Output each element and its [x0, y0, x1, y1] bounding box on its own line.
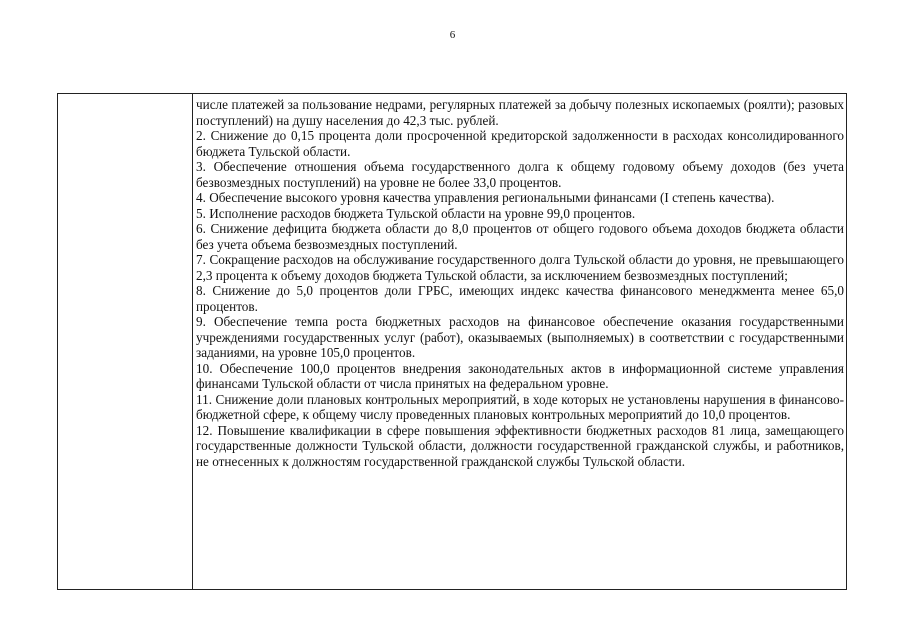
- indicator-item-7: 7. Сокращение расходов на обслуживание государственного долга Тульской области до уровня, не превышающего 2,3 процента к объему доходов бюджета Тульской области, за исключением безвозмездных поступлений;: [196, 252, 844, 283]
- indicator-item-3: 3. Обеспечение отношения объема государственного долга к общему годовому объему доходов (без учета безвозмездных поступлений) на уровне не более 33,0 процентов.: [196, 159, 844, 190]
- indicator-item-10: 10. Обеспечение 100,0 процентов внедрения законодательных актов в информационной системе управления финансами Тульской области от числа принятых на федеральном уровне.: [196, 360, 844, 391]
- indicator-item-11: 11. Снижение доли плановых контрольных мероприятий, в ходе которых не установлены нарушения в финансово-бюджетной сфере, к общему числу проведенных плановых контрольных мероприятий до 10,0 процентов.: [196, 391, 844, 422]
- indicator-item-5: 5. Исполнение расходов бюджета Тульской области на уровне 99,0 процентов.: [196, 205, 636, 221]
- indicator-item-8: 8. Снижение до 5,0 процентов доли ГРБС, имеющих индекс качества финансового менеджмента менее 65,0 процентов.: [196, 283, 844, 314]
- table-label-cell: [58, 94, 193, 589]
- indicator-item-12: 12. Повышение квалификации в сфере повышения эффективности бюджетных расходов 81 лица, замещающего государственные должности Тульской области, должности государственной гражданской службы, и работников, не отнесенных к должностям государственной гражданской службы Тульской области.: [196, 422, 844, 469]
- indicators-table: [57, 93, 847, 590]
- indicator-item-1-continued: числе платежей за пользование недрами, регулярных платежей за добычу полезных ископаемых (роялти); разовых поступлений) на душу населения до 42,3 тыс. рублей.: [196, 97, 844, 128]
- indicator-item-2: 2. Снижение до 0,15 процента доли просроченной кредиторской задолженности в расходах консолидированного бюджета Тульской области.: [196, 128, 844, 159]
- indicator-item-6: 6. Снижение дефицита бюджета области до 8,0 процентов от общего годового объема доходов бюджета области без учета объема безвозмездных поступлений.: [196, 221, 844, 252]
- table-content-cell: [193, 94, 846, 589]
- page-number: 6: [449, 29, 456, 41]
- indicator-item-4: 4. Обеспечение высокого уровня качества управления региональными финансами (I степень качества).: [196, 190, 775, 205]
- indicator-item-9: 9. Обеспечение темпа роста бюджетных расходов на финансовое обеспечение оказания государственными учреждениями государственных услуг (работ), оказываемых (выполняемых) в соответствии с государственными заданиями, на уровне 105,0 процентов.: [196, 314, 844, 360]
